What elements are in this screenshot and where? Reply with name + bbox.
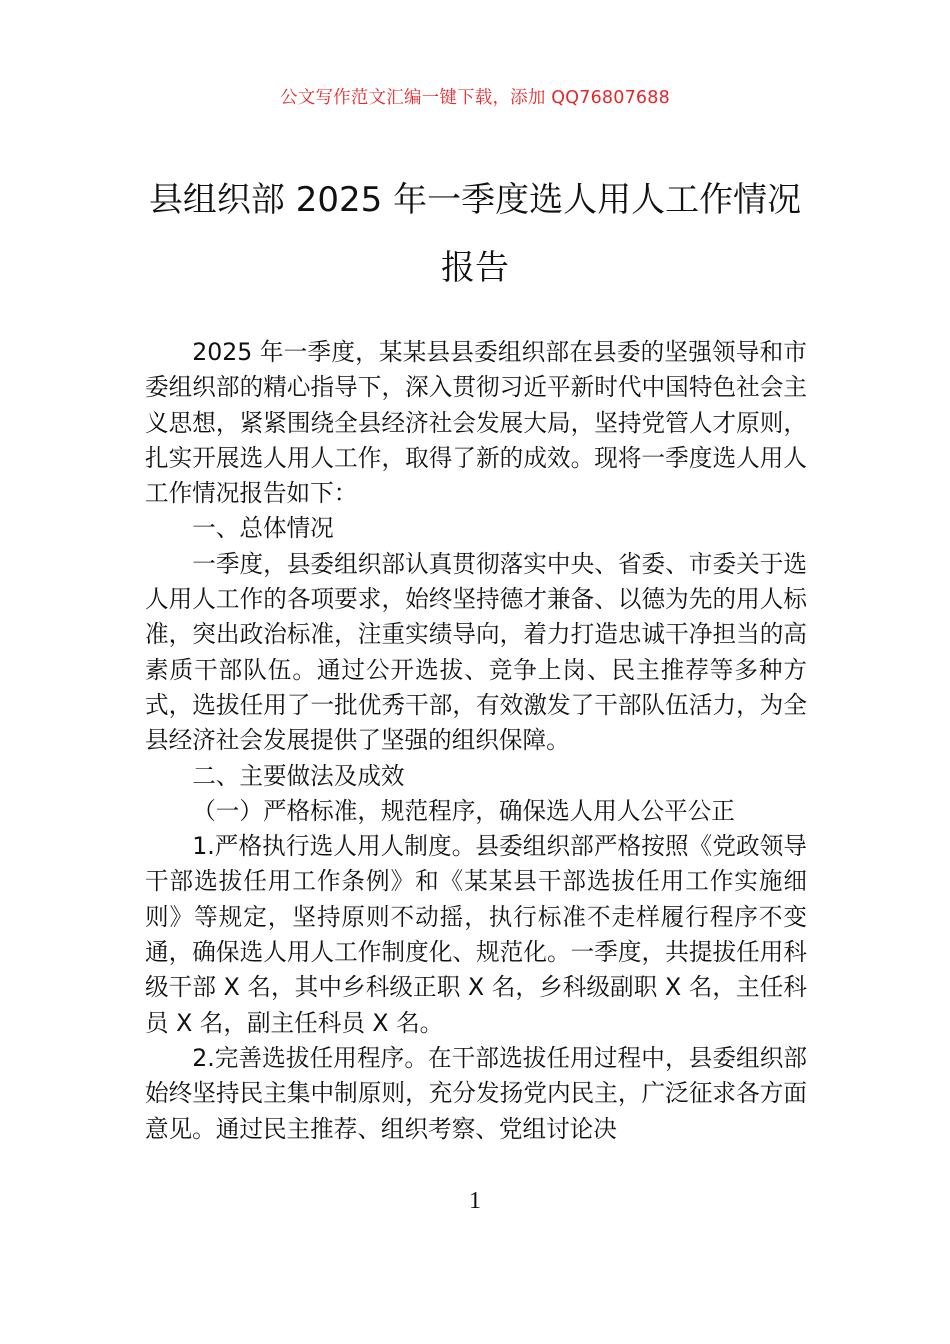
- overview-paragraph: 一季度，县委组织部认真贯彻落实中央、省委、市委关于选人用人工作的各项要求，始终坚持德才兼备、以德为先的用人标准，突出政治标准，注重实绩导向，着力打造忠诚干净担当的高素质干部队伍。通过公开选拔、竞争上岗、民主推荐等多种方式，选拔任用了一批优秀干部，有效激发了干部队伍活力，为全县经济社会发展提供了坚强的组织保障。: [145, 549, 807, 755]
- download-notice: 公文写作范文汇编一键下载，添加 QQ76807688: [280, 88, 670, 108]
- document-title-line-1: 县组织部 2025 年一季度选人用人工作情况: [148, 180, 802, 220]
- item-paragraph-2: 2.完善选拔任用程序。在干部选拔任用过程中，县委组织部始终坚持民主集中制原则，充分发扬党内民主，广泛征求各方面意见。通过民主推荐、组织考察、党组讨论决: [145, 1043, 807, 1143]
- subsection-heading-standards: （一）严格标准，规范程序，确保选人用人公平公正: [192, 796, 735, 825]
- section-heading-practices: 二、主要做法及成效: [192, 761, 405, 790]
- document-body: [145, 335, 807, 1147]
- item-paragraph-1: 1.严格执行选人用人制度。县委组织部严格按照《党政领导干部选拔任用工作条例》和《某某县干部选拔任用工作实施细则》等规定，坚持原则不动摇，执行标准不走样履行程序不变通，确保选人用人工作制度化、规范化。一季度，共提拔任用科级干部 X 名，其中乡科级正职 X 名，乡科级副职 X 名，主任科员 X 名，副主任科员 X 名。: [145, 832, 807, 1037]
- page-number: 1: [469, 1188, 481, 1214]
- document-title-line-2: 报告: [441, 248, 509, 288]
- intro-paragraph: 2025 年一季度，某某县县委组织部在县委的坚强领导和市委组织部的精心指导下，深入贯彻习近平新时代中国特色社会主义思想，紧紧围绕全县经济社会发展大局，坚持党管人才原则，扎实开展选人用人工作，取得了新的成效。现将一季度选人用人工作情况报告如下：: [145, 338, 807, 508]
- section-heading-overview: 一、总体情况: [192, 514, 334, 543]
